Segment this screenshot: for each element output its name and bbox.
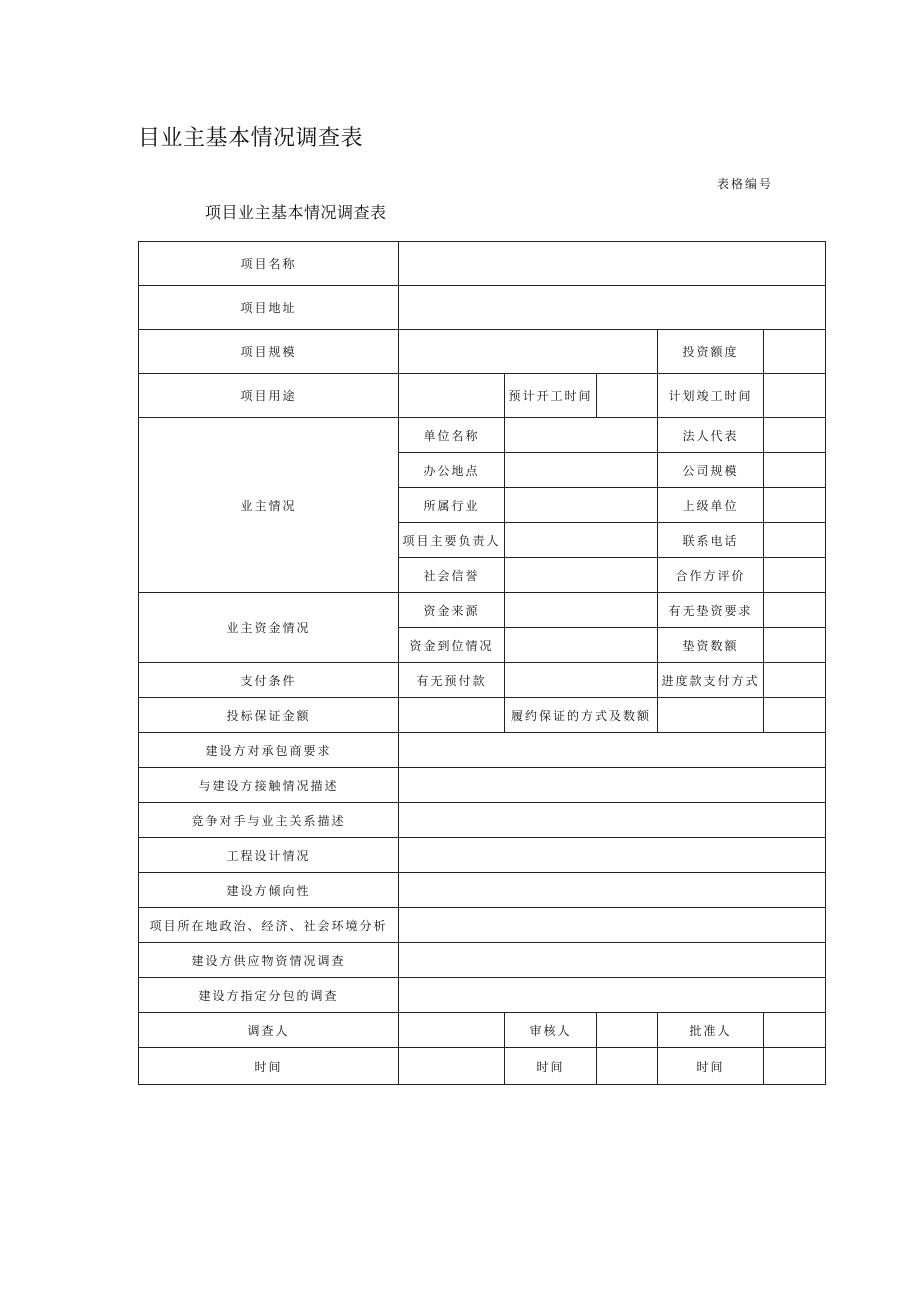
fund-status-field[interactable] [505,628,658,663]
industry-field[interactable] [505,488,658,523]
competitor-relation-label: 竞争对手与业主关系描述 [139,803,399,838]
progress-payment-label: 进度款支付方式 [658,663,764,698]
legal-rep-field[interactable] [764,418,826,453]
materials-survey-label: 建设方供应物资情况调查 [139,943,399,978]
prepayment-label: 有无预付款 [399,663,505,698]
table-row [139,803,826,838]
design-status-label: 工程设计情况 [139,838,399,873]
requirements-field[interactable] [399,733,826,768]
partner-evaluation-label: 合作方评价 [658,558,764,593]
reviewer-label: 审核人 [505,1013,597,1048]
table-row [139,242,826,286]
subcontract-survey-label: 建设方指定分包的调查 [139,978,399,1013]
project-name-label: 项目名称 [139,242,399,286]
table-row [139,1013,826,1048]
table-row [139,943,826,978]
advance-amount-field[interactable] [764,628,826,663]
table-row [139,768,826,803]
performance-bond-extra-field[interactable] [764,698,826,733]
table-row [139,873,826,908]
parent-unit-label: 上级单位 [658,488,764,523]
table-row [139,1048,826,1085]
office-location-label: 办公地点 [399,453,505,488]
parent-unit-field[interactable] [764,488,826,523]
legal-rep-label: 法人代表 [658,418,764,453]
project-lead-field[interactable] [505,523,658,558]
form-number-label: 表格编号 [717,177,774,191]
approver-field[interactable] [764,1013,826,1048]
planned-completion-label: 计划竣工时间 [658,374,764,418]
industry-label: 所属行业 [399,488,505,523]
bid-bond-label: 投标保证金额 [139,698,399,733]
reviewer-time-field[interactable] [597,1048,658,1085]
form-subtitle: 项目业主基本情况调查表 [205,203,387,222]
social-reputation-label: 社会信誉 [399,558,505,593]
project-address-field[interactable] [399,286,826,330]
table-row [139,978,826,1013]
table-row [139,908,826,943]
table-row [139,330,826,374]
social-reputation-field[interactable] [505,558,658,593]
contact-phone-label: 联系电话 [658,523,764,558]
planned-completion-field[interactable] [764,374,826,418]
office-location-field[interactable] [505,453,658,488]
contact-description-field[interactable] [399,768,826,803]
owner-info-section-label: 业主情况 [139,418,399,593]
design-status-field[interactable] [399,838,826,873]
contact-description-label: 与建设方接触情况描述 [139,768,399,803]
project-scale-label: 项目规模 [139,330,399,374]
funding-section-label: 业主资金情况 [139,593,399,663]
partner-evaluation-field[interactable] [764,558,826,593]
reviewer-field[interactable] [597,1013,658,1048]
project-name-field[interactable] [399,242,826,286]
project-lead-label: 项目主要负责人 [399,523,505,558]
performance-bond-field[interactable] [658,698,764,733]
survey-table [138,241,826,1085]
approver-time-field[interactable] [764,1048,826,1085]
table-row [139,374,826,418]
requirements-label: 建设方对承包商要求 [139,733,399,768]
investigator-field[interactable] [399,1013,505,1048]
project-address-label: 项目地址 [139,286,399,330]
table-row [139,838,826,873]
page-title: 目业主基本情况调查表 [138,126,364,151]
fund-status-label: 资金到位情况 [399,628,505,663]
company-scale-label: 公司规模 [658,453,764,488]
owner-tendency-field[interactable] [399,873,826,908]
prepayment-field[interactable] [505,663,658,698]
investment-amount-label: 投资额度 [658,330,764,374]
investigator-label: 调查人 [139,1013,399,1048]
unit-name-field[interactable] [505,418,658,453]
progress-payment-field[interactable] [764,663,826,698]
table-row [139,418,826,453]
subcontract-survey-field[interactable] [399,978,826,1013]
owner-tendency-label: 建设方倾向性 [139,873,399,908]
project-scale-field[interactable] [399,330,658,374]
advance-required-label: 有无垫资要求 [658,593,764,628]
project-use-field[interactable] [399,374,505,418]
contact-phone-field[interactable] [764,523,826,558]
table-row [139,698,826,733]
unit-name-label: 单位名称 [399,418,505,453]
bid-bond-field[interactable] [399,698,505,733]
project-use-label: 项目用途 [139,374,399,418]
table-row [139,663,826,698]
advance-amount-label: 垫资数额 [658,628,764,663]
approver-label: 批准人 [658,1013,764,1048]
planned-start-field[interactable] [597,374,658,418]
table-row [139,593,826,628]
table-row [139,286,826,330]
fund-source-field[interactable] [505,593,658,628]
table-row [139,733,826,768]
investigator-time-field[interactable] [399,1048,505,1085]
competitor-relation-field[interactable] [399,803,826,838]
payment-terms-label: 支付条件 [139,663,399,698]
approver-time-label: 时间 [658,1048,764,1085]
planned-start-label: 预计开工时间 [505,374,597,418]
company-scale-field[interactable] [764,453,826,488]
investigator-time-label: 时间 [139,1048,399,1085]
investment-amount-field[interactable] [764,330,826,374]
advance-required-field[interactable] [764,593,826,628]
reviewer-time-label: 时间 [505,1048,597,1085]
fund-source-label: 资金来源 [399,593,505,628]
environment-analysis-field[interactable] [399,908,826,943]
environment-analysis-label: 项目所在地政治、经济、社会环境分析 [139,908,399,943]
materials-survey-field[interactable] [399,943,826,978]
performance-bond-label: 履约保证的方式及数额 [505,698,658,733]
